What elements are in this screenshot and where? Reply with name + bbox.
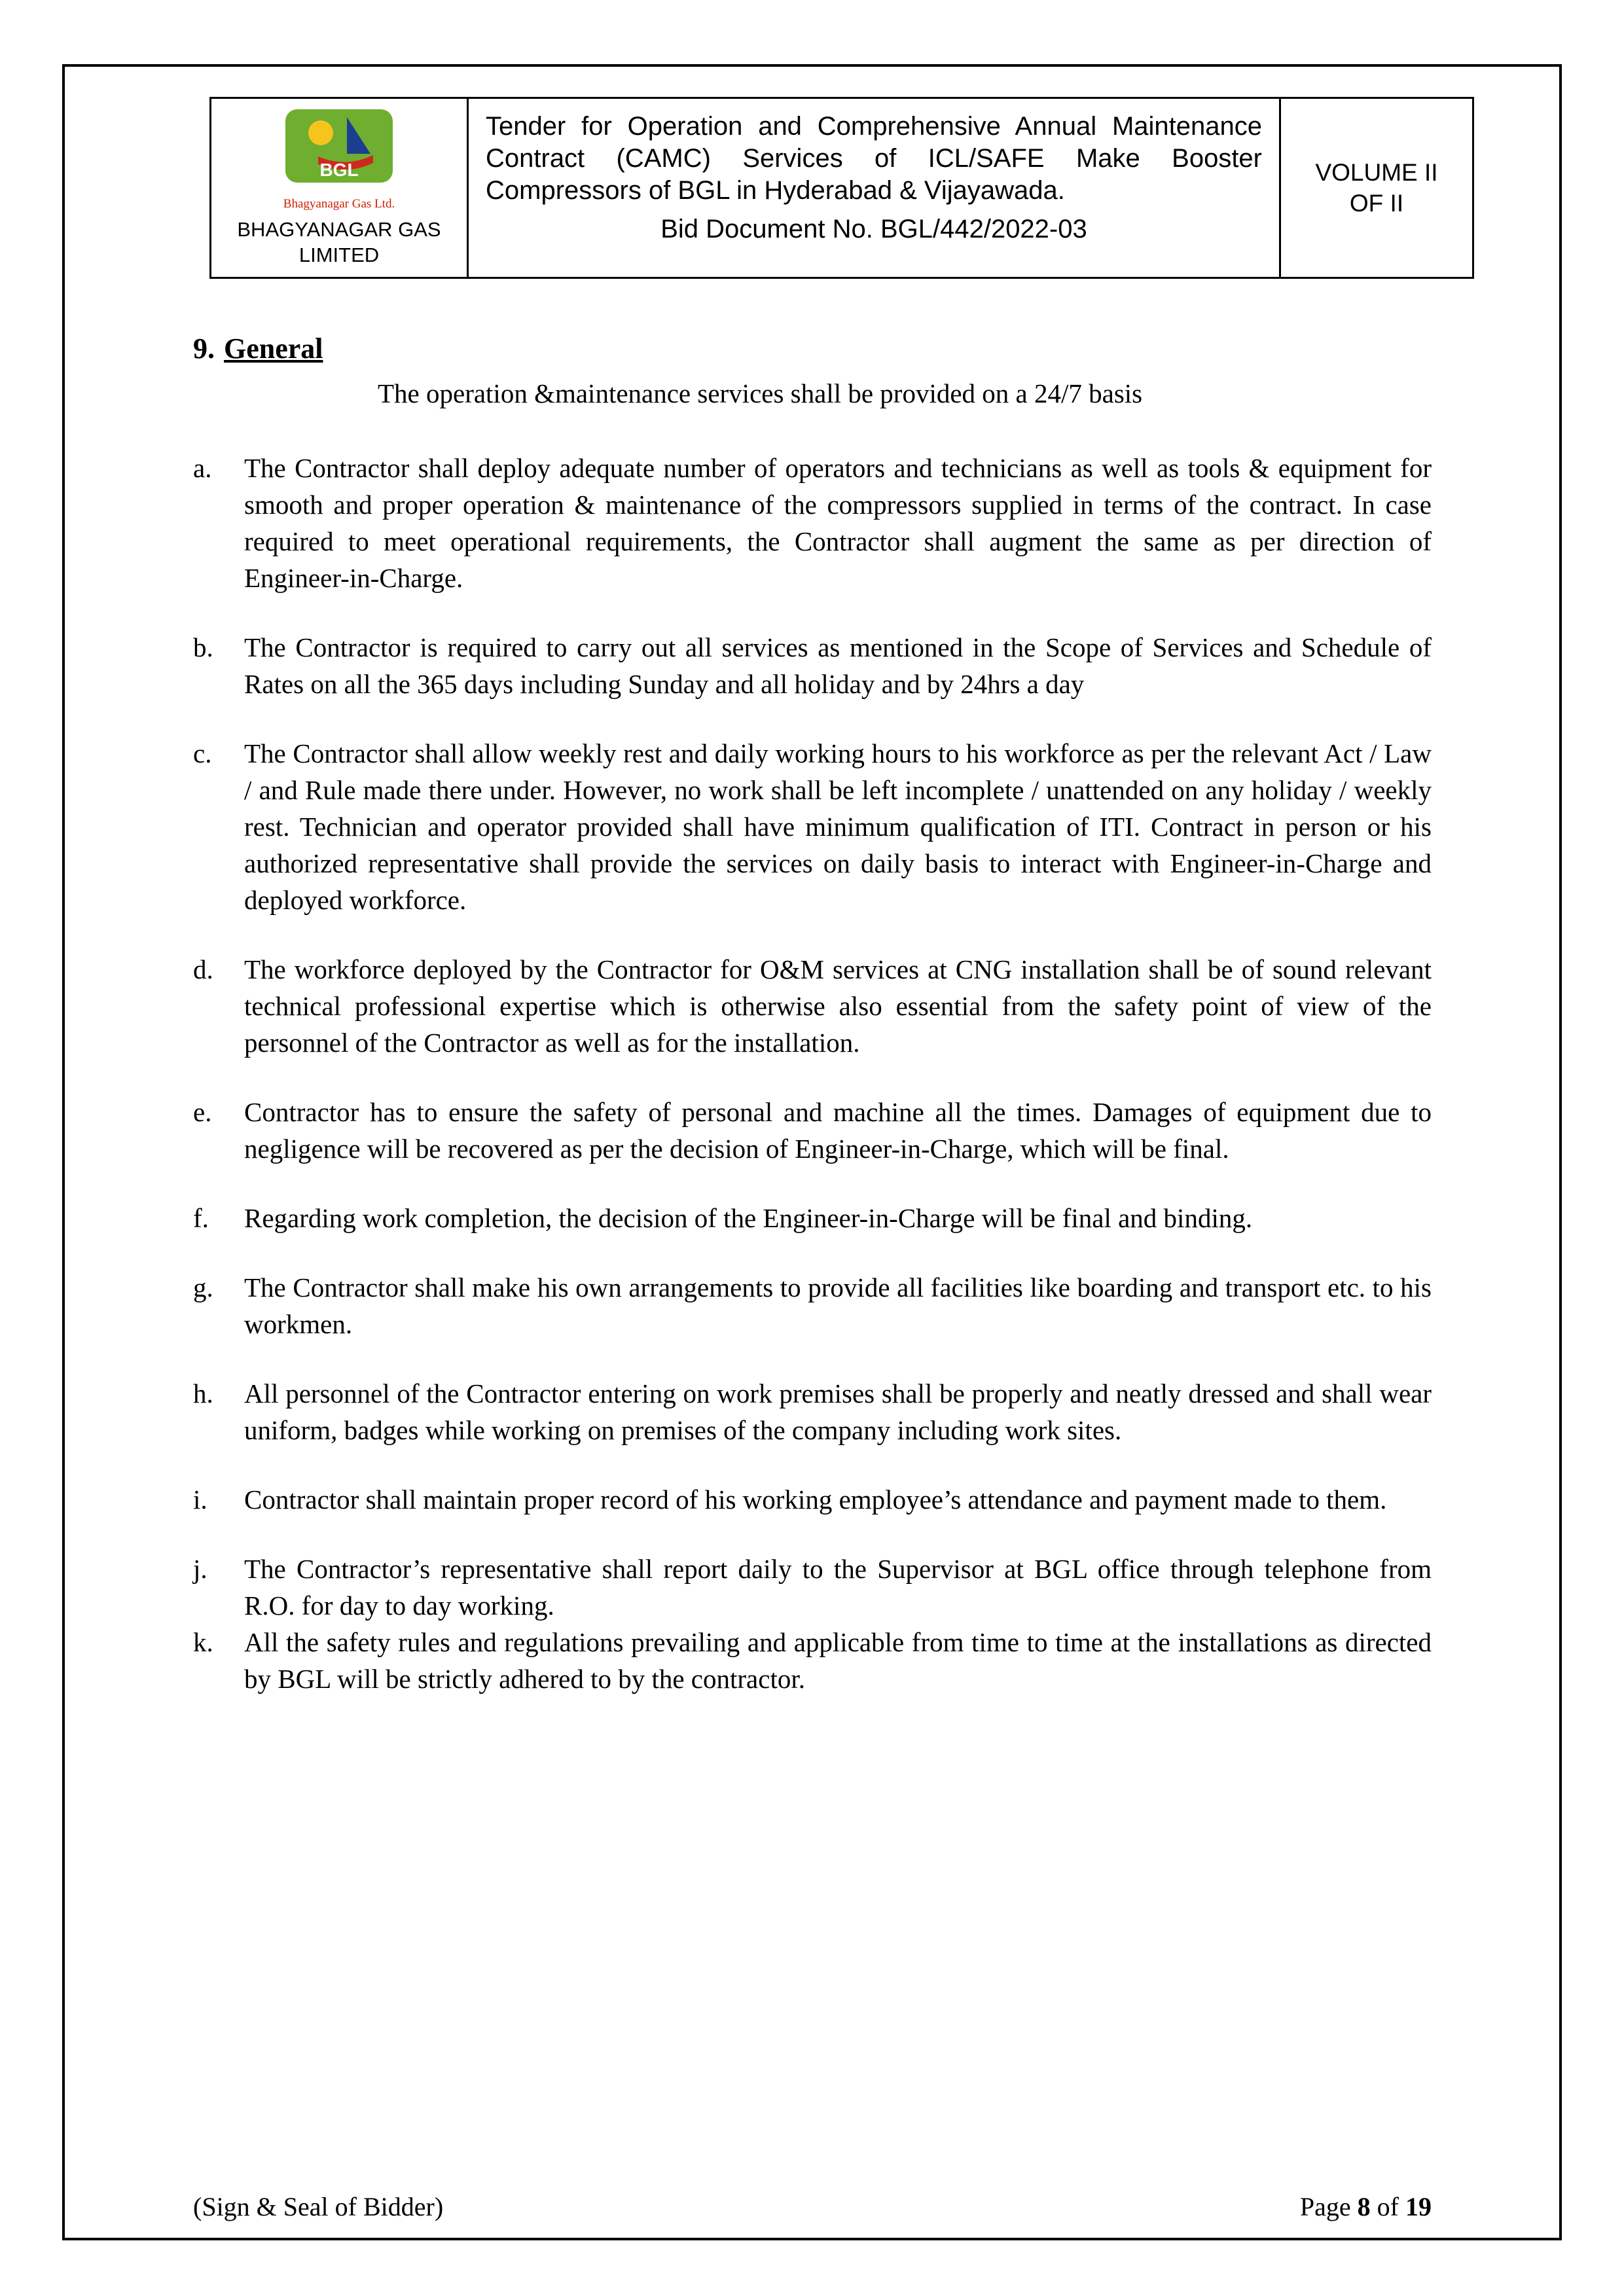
volume-line1: VOLUME II bbox=[1315, 159, 1438, 186]
list-item-label: c. bbox=[193, 738, 212, 768]
list-item-text: Regarding work completion, the decision of the Engineer-in-Charge will be final and binding. bbox=[244, 1203, 1253, 1233]
list-item-label: f. bbox=[193, 1203, 209, 1233]
section-intro: The operation &maintenance services shall be provided on a 24/7 basis bbox=[378, 378, 1143, 408]
logo-subtext: Bhagyanagar Gas Ltd. bbox=[283, 197, 395, 211]
logo-text: BGL bbox=[319, 160, 359, 180]
list-item-text: Contractor shall maintain proper record of his working employee’s attendance and payment made to them. bbox=[244, 1484, 1387, 1515]
list-item-b bbox=[193, 629, 1432, 702]
bid-document-number: Bid Document No. BGL/442/2022-03 bbox=[660, 215, 1087, 243]
volume-cell bbox=[1279, 99, 1472, 277]
page-number: 8 bbox=[1357, 2192, 1371, 2221]
list-item-label: k. bbox=[193, 1627, 213, 1657]
list-item-k bbox=[193, 1624, 1432, 1697]
list-item-d bbox=[193, 951, 1432, 1061]
list-item-text: The Contractor shall allow weekly rest and daily working hours to his workforce as per the relevant Act / Law / and Rule made there under. However, no work shall be left incomplete / unattended on any holiday / weekly rest. Technician and operator provided shall have minimum qualification of ITI. Contract in person or his authorized representative shall provide the services on daily basis to interact with Engineer-in-Charge and deployed workforce. bbox=[244, 738, 1432, 915]
list-item-text: The Contractor shall deploy adequate number of operators and technicians as well as tools & equipment for smooth and proper operation & maintenance of the compressors supplied in terms of the contract. In case required to meet operational requirements, the Contractor shall augment the same as per direction of Engineer-in-Charge. bbox=[244, 453, 1432, 593]
sign-seal-note: (Sign & Seal of Bidder) bbox=[193, 2192, 444, 2221]
list-item-label: a. bbox=[193, 453, 212, 483]
list-item-label: i. bbox=[193, 1484, 208, 1515]
page-indicator bbox=[1300, 2191, 1432, 2222]
sun-icon bbox=[308, 120, 333, 145]
list-item-f bbox=[193, 1200, 1432, 1236]
list-item-text: All the safety rules and regulations prevailing and applicable from time to time at the installations as directed by BGL will be strictly adhered to by the contractor. bbox=[244, 1627, 1432, 1694]
section-number: 9. bbox=[193, 332, 215, 365]
total-pages: 19 bbox=[1405, 2192, 1432, 2221]
title-cell bbox=[467, 99, 1279, 277]
list-item-label: h. bbox=[193, 1378, 213, 1408]
logo-cell bbox=[211, 99, 467, 277]
list-item-text: The Contractor’s representative shall report daily to the Supervisor at BGL office through telephone from R.O. for day to day working. bbox=[244, 1554, 1432, 1621]
list-item-text: All personnel of the Contractor entering on work premises shall be properly and neatly dressed and shall wear uniform, badges while working on premises of the company including work sites. bbox=[244, 1378, 1432, 1445]
list-item-text: The Contractor is required to carry out all services as mentioned in the Scope of Services and Schedule of Rates on all the 365 days including Sunday and all holiday and by 24hrs a day bbox=[244, 632, 1432, 699]
list-item-label: d. bbox=[193, 954, 213, 984]
list-item-c bbox=[193, 735, 1432, 918]
of-word: of bbox=[1370, 2192, 1405, 2221]
list-item-i bbox=[193, 1481, 1432, 1518]
list-item-text: The workforce deployed by the Contractor for O&M services at CNG installation shall be of sound relevant technical professional expertise which is otherwise also essential from the safety point of view of the personnel of the Contractor as well as for the installation. bbox=[244, 954, 1432, 1058]
volume-line2: OF II bbox=[1349, 190, 1404, 217]
list-item-label: e. bbox=[193, 1097, 212, 1127]
list-item-label: b. bbox=[193, 632, 213, 662]
list-item-label: j. bbox=[193, 1554, 208, 1584]
list-item-e bbox=[193, 1094, 1432, 1167]
list-item-g bbox=[193, 1269, 1432, 1342]
section-title: General bbox=[224, 332, 323, 365]
section-heading bbox=[193, 331, 1432, 367]
tender-title: Tender for Operation and Comprehensive Annual Maintenance Contract (CAMC) Services of ICL/SAFE Make Booster Compressors of BGL in Hyderabad & Vijayawada. bbox=[486, 112, 1262, 205]
document-body bbox=[193, 331, 1432, 1730]
list-item-j bbox=[193, 1551, 1432, 1624]
list-item-a bbox=[193, 450, 1432, 596]
org-name-line2: LIMITED bbox=[298, 243, 380, 266]
list-item-label: g. bbox=[193, 1272, 213, 1302]
page-footer bbox=[193, 2191, 1432, 2222]
list-item-text: The Contractor shall make his own arrangements to provide all facilities like boarding and transport etc. to his workmen. bbox=[244, 1272, 1432, 1339]
document-header-table bbox=[209, 97, 1474, 279]
company-logo-icon bbox=[283, 108, 395, 196]
page-word: Page bbox=[1299, 2192, 1358, 2221]
list-item-h bbox=[193, 1375, 1432, 1448]
org-name-line1: BHAGYANAGAR GAS bbox=[237, 218, 441, 241]
list-item-text: Contractor has to ensure the safety of personal and machine all the times. Damages of equipment due to negligence will be recovered as per the decision of Engineer-in-Charge, which will be final. bbox=[244, 1097, 1432, 1164]
